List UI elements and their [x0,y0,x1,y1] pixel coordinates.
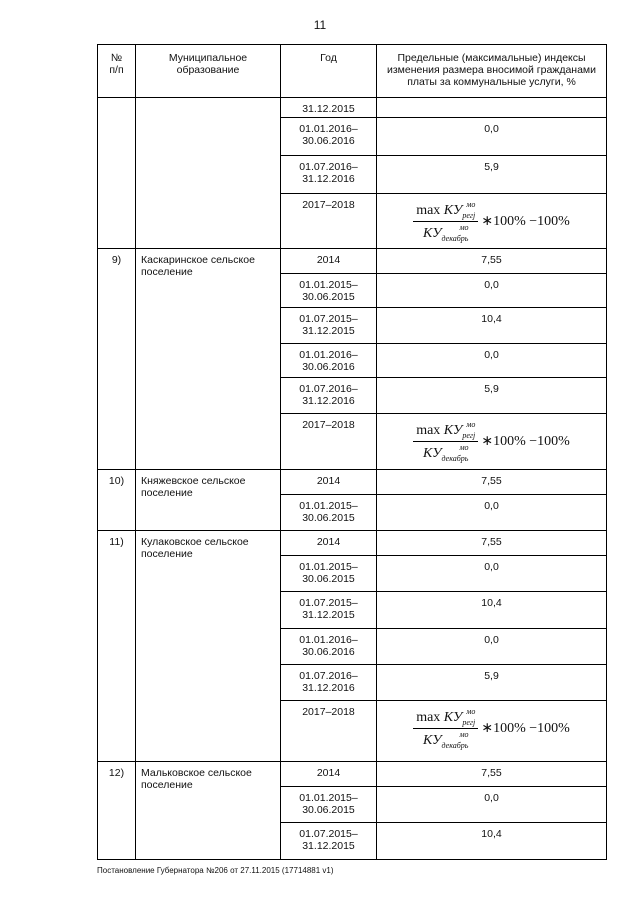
index-value-cell: 0,0 [377,344,607,378]
formula-sup-mo: мо [466,707,476,716]
table-row [98,98,607,118]
index-value-cell: 10,4 [377,308,607,344]
formula-numerator [413,420,478,442]
table-row [98,249,607,274]
index-value-cell: 7,55 [377,762,607,787]
formula-tail: ∗100% −100% [481,721,570,736]
formula-sub-dekabr: декабрь [441,234,469,243]
header-num: № п/п [98,45,136,98]
table-row [98,531,607,556]
formula-max: max [416,203,441,218]
formula-ku: КУ [443,710,463,725]
row-number: 10) [98,470,136,531]
tariff-formula [377,707,606,750]
row-number: 11) [98,531,136,762]
period-cell: 01.01.2015–30.06.2015 [281,495,377,531]
index-value-cell: 0,0 [377,118,607,156]
formula-fraction [413,707,478,750]
index-value-cell [377,98,607,118]
formula-numerator [413,200,478,222]
period-cell: 01.01.2016–30.06.2016 [281,629,377,665]
period-cell: 2014 [281,531,377,556]
header-municipality: Муниципальное образование [136,45,281,98]
index-value-cell: 0,0 [377,629,607,665]
formula-ku: КУ [443,203,463,218]
formula-sub-dekabr: декабрь [441,454,469,463]
municipality-name: Каскаринское сельское поселение [136,249,281,470]
period-cell: 31.12.2015 [281,98,377,118]
municipality-name [136,98,281,249]
table-row [98,470,607,495]
formula-numerator [413,707,478,729]
index-value-cell: 5,9 [377,156,607,194]
index-value-cell: 5,9 [377,665,607,701]
period-cell: 01.01.2016–30.06.2016 [281,344,377,378]
formula-denominator [420,729,472,750]
row-number: 9) [98,249,136,470]
row-number: 12) [98,762,136,860]
formula-sup-mo: мо [466,200,476,209]
period-cell: 2017–2018 [281,414,377,470]
formula-sup-mo: мо [459,730,469,739]
municipality-name: Княжевское сельское поселение [136,470,281,531]
tariff-formula [377,420,606,463]
header-index: Предельные (максимальные) индексы изменения размера вносимой гражданами платы за коммунальные услуги, % [377,45,607,98]
period-cell: 2014 [281,762,377,787]
period-cell: 01.01.2015–30.06.2015 [281,787,377,823]
page-number: 11 [313,18,327,32]
period-cell: 01.01.2015–30.06.2015 [281,556,377,592]
index-value-cell: 5,9 [377,378,607,414]
formula-tail: ∗100% −100% [481,434,570,449]
formula-sup-mo: мо [459,443,469,452]
period-cell: 2014 [281,249,377,274]
period-cell: 01.07.2016–31.12.2016 [281,156,377,194]
index-value-cell: 0,0 [377,556,607,592]
tariff-formula [377,200,606,243]
formula-ku: КУ [422,226,442,241]
index-value-cell: 7,55 [377,531,607,556]
formula-denominator [420,442,472,463]
municipality-name: Кулаковское сельское поселение [136,531,281,762]
formula-ku: КУ [422,446,442,461]
period-cell: 2014 [281,470,377,495]
index-value-cell: 7,55 [377,470,607,495]
table-header-row [98,45,607,98]
index-value-cell: 7,55 [377,249,607,274]
formula-fraction [413,200,478,243]
period-cell: 01.07.2016–31.12.2016 [281,378,377,414]
formula-denominator [420,222,472,243]
tariff-table [97,44,607,860]
index-value-cell: 10,4 [377,823,607,860]
period-cell: 01.07.2015–31.12.2015 [281,592,377,629]
formula-sup-mo: мо [459,223,469,232]
formula-fraction [413,420,478,463]
formula-sub-dekabr: декабрь [441,741,469,750]
period-cell: 01.01.2016–30.06.2016 [281,118,377,156]
table-row [98,762,607,787]
formula-sub-regj: регj [462,718,476,727]
formula-max: max [416,710,441,725]
index-value-cell [377,194,607,249]
formula-sub-regj: регj [462,431,476,440]
municipality-name: Мальковское сельское поселение [136,762,281,860]
formula-max: max [416,423,441,438]
formula-sup-mo: мо [466,420,476,429]
row-number [98,98,136,249]
formula-ku: КУ [443,423,463,438]
footer-note: Постановление Губернатора №206 от 27.11.2015 (17714881 v1) [97,866,334,875]
period-cell: 2017–2018 [281,194,377,249]
formula-sub-regj: регj [462,211,476,220]
index-value-cell: 0,0 [377,787,607,823]
period-cell: 01.01.2015–30.06.2015 [281,274,377,308]
index-value-cell [377,701,607,762]
period-cell: 2017–2018 [281,701,377,762]
formula-ku: КУ [422,733,442,748]
index-value-cell [377,414,607,470]
index-value-cell: 10,4 [377,592,607,629]
period-cell: 01.07.2015–31.12.2015 [281,308,377,344]
header-year: Год [281,45,377,98]
formula-tail: ∗100% −100% [481,214,570,229]
period-cell: 01.07.2015–31.12.2015 [281,823,377,860]
period-cell: 01.07.2016–31.12.2016 [281,665,377,701]
index-value-cell: 0,0 [377,495,607,531]
index-value-cell: 0,0 [377,274,607,308]
